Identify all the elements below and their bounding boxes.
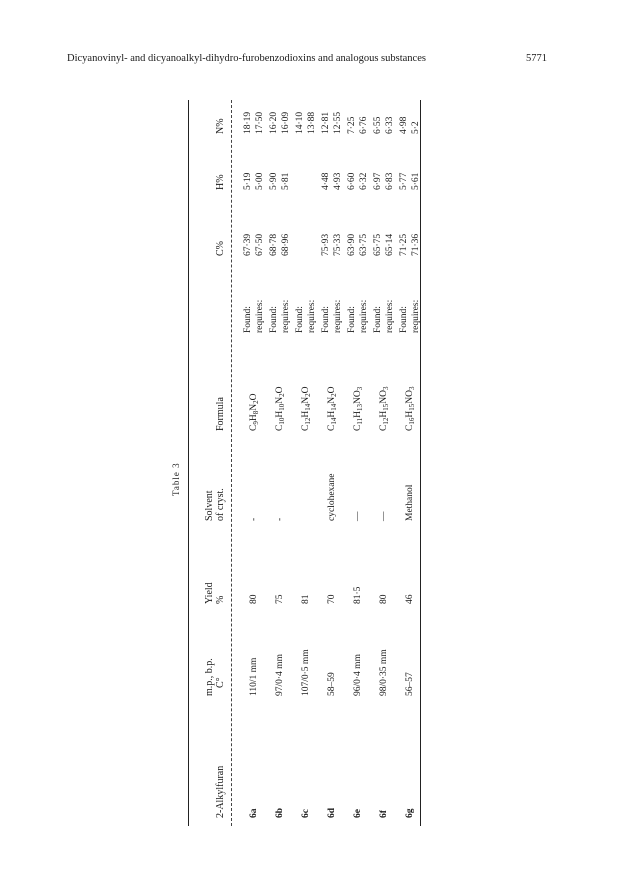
requires-n: 6·76 bbox=[359, 116, 369, 134]
requires-h: 5·81 bbox=[281, 172, 291, 190]
requires-c: 68·96 bbox=[281, 233, 291, 256]
formula-element: O bbox=[327, 386, 337, 394]
found-n: 16·20 bbox=[269, 111, 279, 134]
col-yield: Yield bbox=[204, 582, 215, 604]
solvent-value: Methanol bbox=[405, 484, 415, 521]
requires-n: 17·50 bbox=[255, 111, 265, 134]
found-h: 4·48 bbox=[321, 172, 331, 190]
mp-bp-value: 110/1 mm bbox=[249, 657, 259, 696]
found-n: 12·81 bbox=[321, 111, 331, 134]
formula-element: C bbox=[353, 424, 363, 431]
col-alkylfuran: 2-Alkylfuran bbox=[215, 765, 226, 818]
formula-element: H bbox=[327, 410, 337, 418]
found-c: 71·25 bbox=[399, 233, 409, 256]
formula-element: C bbox=[379, 424, 389, 431]
formula-element: C bbox=[249, 424, 259, 431]
found-label: Found: bbox=[347, 306, 357, 333]
requires-label: requires: bbox=[307, 299, 317, 333]
page-number: 5771 bbox=[526, 53, 547, 64]
formula-subscript: 10 bbox=[278, 403, 286, 411]
formula-element: H bbox=[353, 411, 363, 418]
yield-value: 81 bbox=[301, 594, 311, 604]
found-h: 5·19 bbox=[243, 172, 253, 190]
formula-subscript: 3 bbox=[356, 386, 364, 391]
requires-h: 6·32 bbox=[359, 172, 369, 190]
requires-label: requires: bbox=[411, 299, 421, 333]
col-mp-bp-unit: C° bbox=[215, 677, 226, 688]
requires-label: requires: bbox=[333, 299, 343, 333]
formula-element: C bbox=[301, 424, 311, 431]
formula-subscript: 15 bbox=[382, 403, 390, 411]
formula-subscript: 10 bbox=[278, 417, 286, 425]
formula-subscript: 15 bbox=[408, 403, 416, 411]
col-h: H% bbox=[215, 174, 226, 190]
formula-subscript: 14 bbox=[330, 403, 338, 411]
formula-element: N bbox=[353, 397, 363, 405]
requires-c: 65·14 bbox=[385, 233, 395, 256]
found-c: 65·75 bbox=[373, 233, 383, 256]
formula-value bbox=[353, 387, 364, 431]
col-formula: Formula bbox=[215, 397, 226, 431]
formula-element: O bbox=[353, 390, 363, 398]
mp-bp-value: 56–57 bbox=[405, 672, 415, 696]
requires-n: 5·2 bbox=[411, 121, 421, 134]
found-n: 14·10 bbox=[295, 111, 305, 134]
formula-element: H bbox=[379, 410, 389, 418]
compound-id: 6a bbox=[249, 808, 259, 818]
found-n: 4·98 bbox=[399, 116, 409, 134]
formula-value bbox=[379, 387, 390, 431]
col-mp-bp: m.p., b.p. bbox=[204, 658, 215, 696]
found-n: 18·19 bbox=[243, 111, 253, 134]
formula-subscript: 3 bbox=[382, 386, 390, 391]
top-rule bbox=[188, 100, 189, 826]
compound-id: 6d bbox=[327, 807, 337, 818]
yield-value: 70 bbox=[327, 594, 337, 604]
solvent-value: - bbox=[275, 517, 285, 521]
formula-element: N bbox=[275, 396, 285, 404]
formula-value bbox=[301, 387, 312, 431]
compound-id: 6e bbox=[353, 809, 363, 818]
found-c: 67·39 bbox=[243, 233, 253, 256]
requires-label: requires: bbox=[281, 299, 291, 333]
found-n: 7·25 bbox=[347, 116, 357, 134]
requires-h: 5·00 bbox=[255, 172, 265, 190]
formula-subscript: 2 bbox=[304, 393, 312, 397]
table-caption: Table 3 bbox=[171, 462, 181, 496]
formula-element: C bbox=[275, 424, 285, 431]
col-solvent: Solvent bbox=[204, 490, 215, 521]
yield-value: 80 bbox=[379, 594, 389, 604]
formula-element: C bbox=[405, 424, 415, 431]
formula-element: O bbox=[275, 386, 285, 394]
compound-id: 6g bbox=[405, 808, 415, 818]
requires-label: requires: bbox=[255, 299, 265, 333]
found-h: 5·77 bbox=[399, 172, 409, 190]
yield-value: 75 bbox=[275, 594, 285, 604]
found-label: Found: bbox=[269, 306, 279, 333]
requires-c: 63·75 bbox=[359, 233, 369, 256]
formula-value bbox=[405, 387, 416, 431]
compound-id: 6b bbox=[275, 807, 285, 818]
found-n: 6·55 bbox=[373, 116, 383, 134]
formula-element: H bbox=[405, 410, 415, 418]
found-label: Found: bbox=[399, 306, 409, 333]
found-label: Found: bbox=[243, 306, 253, 333]
header-rule bbox=[231, 100, 232, 826]
bottom-rule bbox=[420, 100, 421, 826]
formula-element: N bbox=[327, 396, 337, 404]
requires-n: 6·33 bbox=[385, 116, 395, 134]
found-label: Found: bbox=[295, 306, 305, 333]
running-header bbox=[67, 53, 547, 69]
formula-subscript: 2 bbox=[252, 400, 260, 404]
compound-id: 6f bbox=[379, 810, 389, 818]
formula-element: O bbox=[249, 393, 259, 401]
formula-subscript: 2 bbox=[278, 393, 286, 397]
formula-subscript: 8 bbox=[252, 410, 260, 415]
mp-bp-value: 98/0·35 mm bbox=[379, 649, 389, 696]
formula-subscript: 3 bbox=[408, 386, 416, 391]
formula-value bbox=[249, 394, 260, 431]
requires-n: 13·88 bbox=[307, 111, 317, 134]
formula-element: C bbox=[327, 424, 337, 431]
formula-element: N bbox=[301, 396, 311, 404]
found-h: 6·97 bbox=[373, 172, 383, 190]
col-n: N% bbox=[215, 118, 226, 134]
solvent-value: — bbox=[379, 511, 389, 521]
col-solvent-sub: of cryst. bbox=[215, 488, 226, 521]
formula-element: H bbox=[275, 410, 285, 418]
formula-subscript: 14 bbox=[330, 417, 338, 425]
compound-id: 6c bbox=[301, 809, 311, 818]
mp-bp-value: 97/0·4 mm bbox=[275, 654, 285, 696]
yield-value: 81·5 bbox=[353, 586, 363, 604]
formula-subscript: 12 bbox=[382, 417, 390, 425]
requires-label: requires: bbox=[359, 299, 369, 333]
solvent-value: - bbox=[249, 517, 259, 521]
mp-bp-value: 96/0·4 mm bbox=[353, 654, 363, 696]
formula-element: N bbox=[249, 403, 259, 411]
found-c: 68·78 bbox=[269, 233, 279, 256]
solvent-value: cyclohexane bbox=[327, 473, 337, 521]
found-label: Found: bbox=[373, 306, 383, 333]
running-title: Dicyanovinyl- and dicyanoalkyl-dihydro-furobenzodioxins and analogous substances bbox=[67, 53, 426, 64]
requires-n: 12·55 bbox=[333, 111, 343, 134]
col-yield-unit: % bbox=[215, 595, 226, 604]
formula-element: N bbox=[379, 396, 389, 404]
formula-subscript: 2 bbox=[330, 393, 338, 397]
formula-element: O bbox=[379, 390, 389, 397]
requires-n: 16·09 bbox=[281, 111, 291, 134]
found-c: 75·93 bbox=[321, 233, 331, 256]
formula-value bbox=[327, 387, 338, 431]
formula-subscript: 14 bbox=[304, 403, 312, 411]
formula-element: N bbox=[405, 396, 415, 404]
solvent-value: — bbox=[353, 511, 363, 521]
requires-c: 67·50 bbox=[255, 233, 265, 256]
formula-subscript: 11 bbox=[356, 417, 364, 425]
mp-bp-value: 107/0·5 mm bbox=[301, 649, 311, 696]
yield-value: 46 bbox=[405, 594, 415, 604]
requires-label: requires: bbox=[385, 299, 395, 333]
yield-value: 80 bbox=[249, 594, 259, 604]
table-3 bbox=[168, 100, 425, 826]
found-label: Found: bbox=[321, 306, 331, 333]
requires-c: 71·36 bbox=[411, 233, 421, 256]
requires-h: 6·83 bbox=[385, 172, 395, 190]
requires-h: 5·61 bbox=[411, 172, 421, 190]
found-c: 63·90 bbox=[347, 233, 357, 256]
formula-element: O bbox=[301, 386, 311, 394]
found-h: 6·60 bbox=[347, 172, 357, 190]
formula-subscript: 9 bbox=[252, 421, 260, 425]
formula-value bbox=[275, 387, 286, 431]
col-c: C% bbox=[215, 241, 226, 256]
formula-element: H bbox=[249, 414, 259, 422]
formula-element: H bbox=[301, 410, 311, 418]
formula-element: O bbox=[405, 390, 415, 397]
requires-h: 4·93 bbox=[333, 172, 343, 190]
mp-bp-value: 58–59 bbox=[327, 672, 337, 696]
formula-subscript: 12 bbox=[304, 417, 312, 425]
formula-subscript: 13 bbox=[356, 404, 364, 412]
found-h: 5·90 bbox=[269, 172, 279, 190]
formula-subscript: 16 bbox=[408, 417, 416, 425]
requires-c: 75·33 bbox=[333, 233, 343, 256]
